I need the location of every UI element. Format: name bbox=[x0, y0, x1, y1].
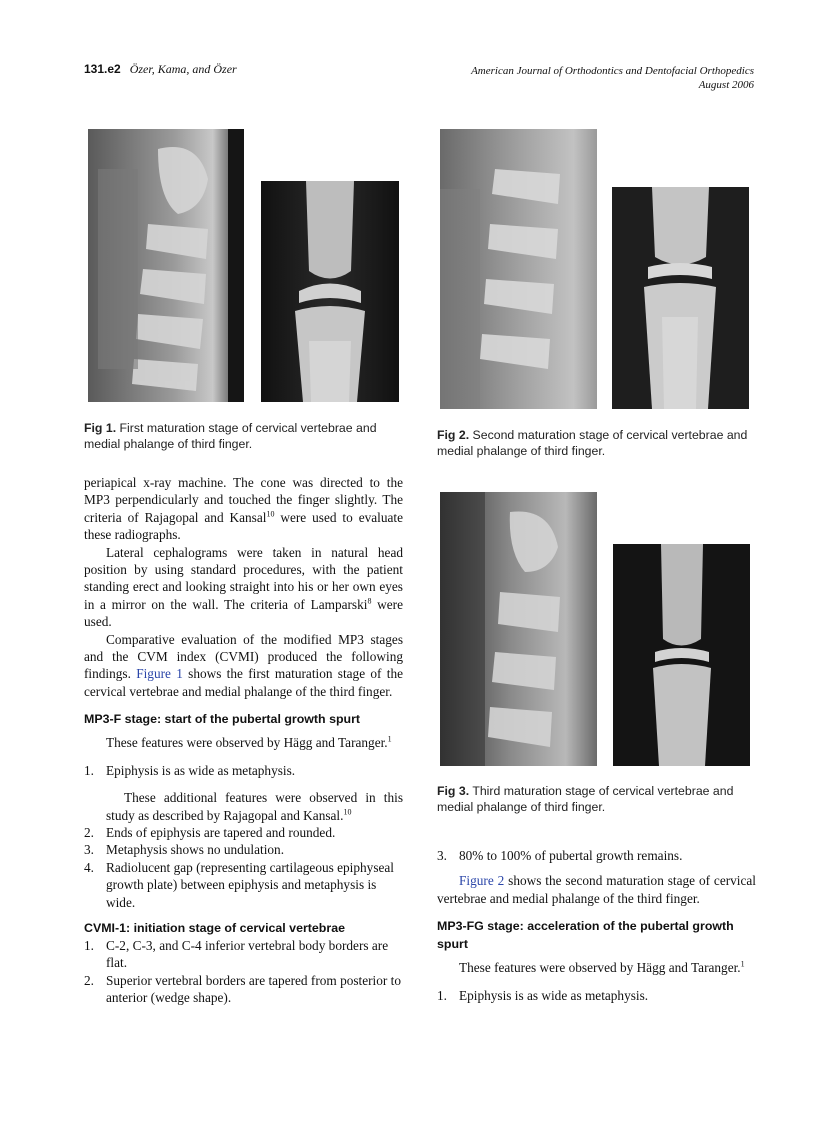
paragraph: Lateral cephalograms were taken in natural head position by using standard procedures, with the patient standing erect and looking straight into his or her own eyes in a mirror on the wall. The criteria of Lamparski$^8$ were used. bbox=[84, 544, 403, 630]
paragraph: Figure 2 shows the second maturation stage of cervical vertebrae and medial phalange of the third finger. bbox=[437, 873, 756, 906]
reference: 10 bbox=[266, 509, 275, 519]
running-head-left bbox=[84, 62, 237, 77]
fig1-label: Fig 1. bbox=[84, 421, 117, 435]
paragraph: These features were observed by Hägg and Taranger.$^1$ bbox=[106, 734, 392, 751]
section-heading: MP3-FG stage: acceleration of the pubertal growth spurt bbox=[437, 919, 734, 952]
fig3-phalanx-radiograph bbox=[613, 544, 750, 766]
fig1-caption bbox=[84, 420, 404, 452]
running-authors: Özer, Kama, and Özer bbox=[129, 62, 237, 76]
fig3-caption-text: Third maturation stage of cervical vertebrae and medial phalange of third finger. bbox=[437, 784, 734, 814]
feature-list bbox=[84, 762, 403, 779]
paragraph: Comparative evaluation of the modified MP3 stages and the CVM index (CVMI) produced the following findings. Figure 1 shows the first maturation stage of the cervical vertebrae and medial phalange of the third finger. bbox=[84, 631, 403, 699]
journal-title: American Journal of Orthodontics and Dentofacial Orthopedics bbox=[471, 65, 754, 77]
reference: 10 bbox=[343, 807, 352, 817]
feature-list bbox=[84, 824, 403, 911]
fig2-cervical-radiograph bbox=[440, 129, 597, 409]
reference: 8 bbox=[367, 596, 372, 606]
section-heading: MP3-F stage: start of the pubertal growth spurt bbox=[84, 712, 361, 727]
list-item: 2. Ends of epiphysis are tapered and rounded. bbox=[84, 824, 336, 840]
figure-link[interactable]: Figure 1 bbox=[136, 666, 183, 682]
fig1-phalanx-radiograph bbox=[261, 181, 399, 402]
list-item: 1. Epiphysis is as wide as metaphysis. bbox=[84, 762, 296, 778]
fig2-phalanx-radiograph bbox=[612, 187, 749, 409]
fig2-caption-text: Second maturation stage of cervical vertebrae and medial phalange of third finger. bbox=[437, 428, 748, 458]
list-item: 2. Superior vertebral borders are tapered from posterior to anterior (wedge shape). bbox=[84, 972, 401, 1006]
reference: 1 bbox=[387, 734, 392, 744]
issue-date: August 2006 bbox=[698, 79, 754, 91]
feature-list bbox=[84, 937, 403, 1007]
paragraph: These features were observed by Hägg and Taranger.$^1$ bbox=[459, 959, 745, 976]
fig3-caption bbox=[437, 783, 757, 815]
page-number: 131.e2 bbox=[84, 62, 121, 76]
list-item: 1. Epiphysis is as wide as metaphysis. bbox=[437, 987, 649, 1003]
paragraph: periapical x-ray machine. The cone was directed to the MP3 perpendicularly and touched the finger slightly. The criteria of Rajagopal and Kansal$^{10}$ were used to evaluate these radiographs. bbox=[84, 475, 403, 543]
reference: 1 bbox=[740, 959, 745, 969]
fig2-label: Fig 2. bbox=[437, 428, 470, 442]
fig3-label: Fig 3. bbox=[437, 784, 470, 798]
list-item: 4. Radiolucent gap (representing cartilageous epiphyseal growth plate) between epiphysis and metaphysis is wide. bbox=[84, 859, 394, 910]
fig2-caption bbox=[437, 427, 757, 459]
figure-link[interactable]: Figure 2 bbox=[459, 873, 505, 889]
left-column bbox=[84, 474, 403, 1007]
paragraph: These additional features were observed in this study as described by Rajagopal and Kansal.$^{10}$ bbox=[106, 790, 403, 823]
feature-list bbox=[437, 987, 756, 1004]
running-head-right bbox=[354, 64, 754, 92]
section-heading: CVMI-1: initiation stage of cervical vertebrae bbox=[84, 920, 345, 935]
list-item: 3. 80% to 100% of pubertal growth remains. bbox=[437, 848, 683, 863]
fig1-caption-text: First maturation stage of cervical vertebrae and medial phalange of third finger. bbox=[84, 421, 377, 451]
fig3-cervical-radiograph bbox=[440, 492, 597, 766]
fig1-cervical-radiograph bbox=[88, 129, 244, 402]
list-item: 3. Metaphysis shows no undulation. bbox=[84, 842, 285, 858]
feature-list bbox=[437, 847, 756, 864]
list-item: 1. C-2, C-3, and C-4 inferior vertebral body borders are flat. bbox=[84, 937, 389, 971]
right-column bbox=[437, 847, 756, 1004]
